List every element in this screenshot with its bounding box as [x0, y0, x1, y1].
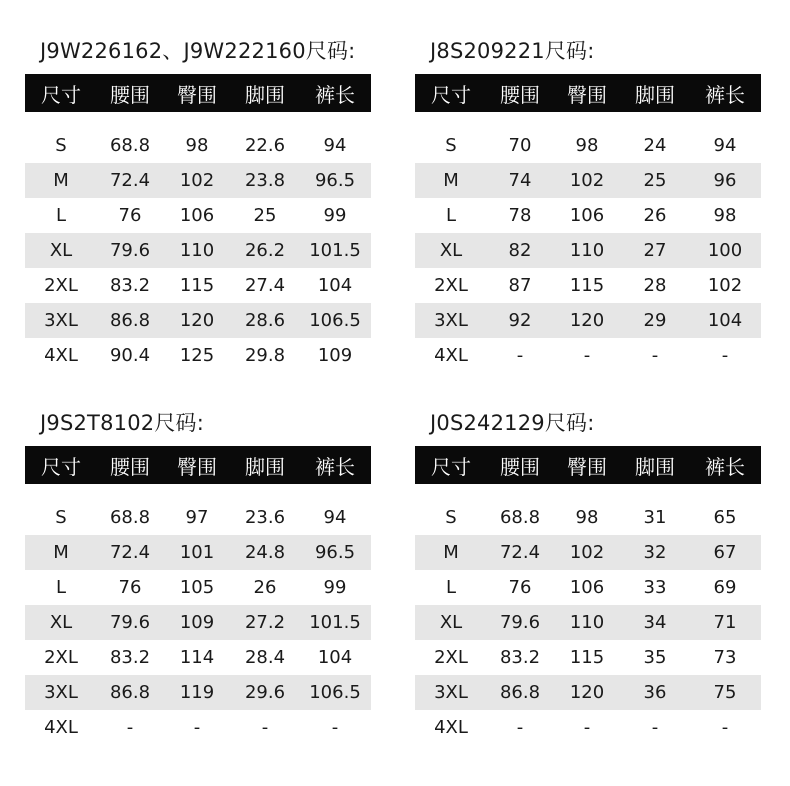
size-label-cell: L: [55, 577, 67, 598]
size-label-cell: 3XL: [25, 675, 97, 710]
measurement-cell: 106: [179, 205, 215, 226]
table-row: [415, 605, 761, 640]
size-label-cell: 2XL: [44, 647, 78, 668]
measurement-cell: 65: [713, 507, 737, 528]
size-label-cell: 2XL: [434, 647, 468, 668]
size-chart-1: [25, 28, 371, 373]
column-header: 尺寸: [431, 454, 471, 479]
measurement-cell: 109: [317, 345, 353, 366]
measurement-cell: 119: [163, 675, 231, 710]
size-chart-3: [25, 400, 371, 745]
measurement-cell: 96.5: [299, 535, 371, 570]
measurement-cell: 25: [621, 163, 689, 198]
measurement-cell: 72.4: [97, 163, 163, 198]
size-label-cell: S: [55, 507, 67, 528]
measurement-cell: 115: [179, 275, 215, 296]
measurement-cell: 86.8: [487, 675, 553, 710]
measurement-cell: 76: [508, 577, 532, 598]
measurement-cell: 24.8: [231, 535, 299, 570]
measurement-cell: 32: [621, 535, 689, 570]
measurement-cell: 87: [508, 275, 532, 296]
measurement-cell: 125: [179, 345, 215, 366]
measurement-cell: 102: [553, 535, 621, 570]
column-header: 脚围: [635, 454, 675, 479]
header-row: [415, 74, 761, 112]
measurement-cell: 98: [575, 135, 599, 156]
column-header: 尺寸: [41, 82, 81, 107]
measurement-cell: 29: [621, 303, 689, 338]
size-label-cell: M: [415, 535, 487, 570]
size-label-cell: M: [25, 163, 97, 198]
table-row: [415, 163, 761, 198]
size-label-cell: 2XL: [434, 275, 468, 296]
measurement-cell: 34: [621, 605, 689, 640]
size-chart-title: J8S209221尺码:: [430, 39, 595, 63]
measurement-cell: 98: [713, 205, 737, 226]
measurement-cell: 71: [689, 605, 761, 640]
column-header: 臀围: [177, 82, 217, 107]
table-row: [25, 233, 371, 268]
measurement-cell: 28: [643, 275, 667, 296]
measurement-cell: 68.8: [109, 507, 151, 528]
measurement-cell: 79.6: [487, 605, 553, 640]
measurement-cell: 114: [179, 647, 215, 668]
measurement-cell: -: [651, 717, 659, 738]
column-header: 腰围: [110, 454, 150, 479]
measurement-cell: 27.2: [231, 605, 299, 640]
measurement-cell: -: [193, 717, 201, 738]
measurement-cell: -: [583, 717, 591, 738]
measurement-cell: 83.2: [499, 647, 541, 668]
column-header: 裤长: [315, 82, 355, 107]
measurement-cell: 27.4: [244, 275, 286, 296]
size-label-cell: S: [55, 135, 67, 156]
size-chart-title: J0S242129尺码:: [430, 411, 595, 435]
measurement-cell: 90.4: [109, 345, 151, 366]
size-chart-2: [415, 28, 761, 373]
measurement-cell: 94: [713, 135, 737, 156]
measurement-cell: 99: [323, 577, 347, 598]
measurement-cell: 104: [317, 647, 353, 668]
measurement-cell: 120: [163, 303, 231, 338]
column-header: 裤长: [315, 454, 355, 479]
table-row: [25, 303, 371, 338]
table-row: [415, 268, 761, 303]
measurement-cell: 26.2: [231, 233, 299, 268]
measurement-cell: -: [126, 717, 134, 738]
measurement-cell: 102: [553, 163, 621, 198]
table-row: [25, 500, 371, 535]
measurement-cell: 120: [553, 303, 621, 338]
measurement-cell: -: [651, 345, 659, 366]
header-gap: [25, 484, 371, 500]
measurement-cell: 29.8: [244, 345, 286, 366]
column-header: 裤长: [705, 454, 745, 479]
column-header: 脚围: [245, 82, 285, 107]
measurement-cell: 83.2: [109, 275, 151, 296]
measurement-cell: 72.4: [97, 535, 163, 570]
table-row: [25, 128, 371, 163]
header-gap: [415, 112, 761, 128]
measurement-cell: 106: [569, 205, 605, 226]
size-label-cell: S: [445, 507, 457, 528]
size-table: [415, 446, 761, 745]
size-label-cell: L: [55, 205, 67, 226]
measurement-cell: 31: [643, 507, 667, 528]
measurement-cell: 78: [508, 205, 532, 226]
measurement-cell: 28.4: [244, 647, 286, 668]
measurement-cell: -: [516, 717, 524, 738]
table-row: [415, 338, 761, 373]
measurement-cell: 73: [713, 647, 737, 668]
table-row: [25, 640, 371, 675]
table-row: [25, 570, 371, 605]
size-label-cell: 4XL: [44, 717, 78, 738]
measurement-cell: 110: [163, 233, 231, 268]
measurement-cell: 25: [253, 205, 277, 226]
size-chart-4: [415, 400, 761, 745]
measurement-cell: 68.8: [109, 135, 151, 156]
table-row: [415, 710, 761, 745]
measurement-cell: 110: [553, 605, 621, 640]
table-row: [415, 500, 761, 535]
measurement-cell: 72.4: [487, 535, 553, 570]
size-label-cell: L: [445, 205, 457, 226]
column-header: 臀围: [177, 454, 217, 479]
measurement-cell: 68.8: [499, 507, 541, 528]
measurement-cell: 23.8: [231, 163, 299, 198]
table-row: [25, 338, 371, 373]
measurement-cell: 26: [253, 577, 277, 598]
header-gap: [25, 112, 371, 128]
measurement-cell: 83.2: [109, 647, 151, 668]
measurement-cell: 120: [553, 675, 621, 710]
measurement-cell: -: [516, 345, 524, 366]
column-header: 臀围: [567, 454, 607, 479]
column-header: 尺寸: [41, 454, 81, 479]
size-label-cell: XL: [415, 605, 487, 640]
measurement-cell: 97: [185, 507, 209, 528]
size-label-cell: S: [445, 135, 457, 156]
size-label-cell: M: [415, 163, 487, 198]
measurement-cell: 82: [487, 233, 553, 268]
measurement-cell: 115: [569, 647, 605, 668]
measurement-cell: 29.6: [231, 675, 299, 710]
measurement-cell: 24: [643, 135, 667, 156]
size-label-cell: 4XL: [44, 345, 78, 366]
measurement-cell: 70: [508, 135, 532, 156]
measurement-cell: 104: [317, 275, 353, 296]
measurement-cell: 94: [323, 507, 347, 528]
measurement-cell: 101.5: [299, 605, 371, 640]
header-gap: [415, 484, 761, 500]
measurement-cell: -: [721, 345, 729, 366]
measurement-cell: 76: [118, 577, 142, 598]
size-label-cell: XL: [25, 233, 97, 268]
measurement-cell: 26: [643, 205, 667, 226]
measurement-cell: 33: [643, 577, 667, 598]
size-chart-title: J9S2T8102尺码:: [40, 411, 204, 435]
measurement-cell: 86.8: [97, 675, 163, 710]
table-row: [25, 605, 371, 640]
size-label-cell: 4XL: [434, 345, 468, 366]
measurement-cell: 100: [689, 233, 761, 268]
measurement-cell: 35: [643, 647, 667, 668]
measurement-cell: 106: [569, 577, 605, 598]
measurement-cell: 101.5: [299, 233, 371, 268]
table-row: [415, 640, 761, 675]
size-label-cell: 2XL: [44, 275, 78, 296]
size-chart-title: J9W226162、J9W222160尺码:: [40, 39, 356, 63]
measurement-cell: 79.6: [97, 605, 163, 640]
table-row: [415, 198, 761, 233]
table-row: [25, 163, 371, 198]
table-row: [25, 198, 371, 233]
column-header: 腰围: [500, 82, 540, 107]
measurement-cell: -: [261, 717, 269, 738]
table-row: [25, 710, 371, 745]
column-header: 脚围: [635, 82, 675, 107]
table-row: [415, 303, 761, 338]
measurement-cell: 96.5: [299, 163, 371, 198]
measurement-cell: 69: [713, 577, 737, 598]
column-header: 尺寸: [431, 82, 471, 107]
size-label-cell: 3XL: [415, 675, 487, 710]
table-row: [415, 233, 761, 268]
table-row: [25, 268, 371, 303]
table-row: [415, 535, 761, 570]
size-table: [25, 446, 371, 745]
measurement-cell: 106.5: [299, 675, 371, 710]
measurement-cell: 98: [575, 507, 599, 528]
measurement-cell: 94: [323, 135, 347, 156]
measurement-cell: -: [331, 717, 339, 738]
measurement-cell: 102: [163, 163, 231, 198]
measurement-cell: 75: [689, 675, 761, 710]
measurement-cell: 99: [323, 205, 347, 226]
table-row: [415, 675, 761, 710]
measurement-cell: -: [583, 345, 591, 366]
measurement-cell: 110: [553, 233, 621, 268]
measurement-cell: 96: [689, 163, 761, 198]
header-row: [25, 74, 371, 112]
measurement-cell: 74: [487, 163, 553, 198]
size-table: [25, 74, 371, 373]
size-label-cell: 4XL: [434, 717, 468, 738]
measurement-cell: 101: [163, 535, 231, 570]
size-label-cell: 3XL: [25, 303, 97, 338]
size-label-cell: 3XL: [415, 303, 487, 338]
measurement-cell: 92: [487, 303, 553, 338]
measurement-cell: 102: [707, 275, 743, 296]
measurement-cell: 104: [689, 303, 761, 338]
column-header: 腰围: [500, 454, 540, 479]
measurement-cell: 79.6: [97, 233, 163, 268]
measurement-cell: -: [721, 717, 729, 738]
size-label-cell: M: [25, 535, 97, 570]
table-row: [25, 675, 371, 710]
measurement-cell: 27: [621, 233, 689, 268]
measurement-cell: 105: [179, 577, 215, 598]
measurement-cell: 115: [569, 275, 605, 296]
size-label-cell: XL: [25, 605, 97, 640]
measurement-cell: 98: [185, 135, 209, 156]
header-row: [415, 446, 761, 484]
measurement-cell: 28.6: [231, 303, 299, 338]
measurement-cell: 36: [621, 675, 689, 710]
column-header: 裤长: [705, 82, 745, 107]
column-header: 腰围: [110, 82, 150, 107]
measurement-cell: 109: [163, 605, 231, 640]
measurement-cell: 67: [689, 535, 761, 570]
measurement-cell: 23.6: [244, 507, 286, 528]
column-header: 脚围: [245, 454, 285, 479]
measurement-cell: 106.5: [299, 303, 371, 338]
measurement-cell: 76: [118, 205, 142, 226]
header-row: [25, 446, 371, 484]
column-header: 臀围: [567, 82, 607, 107]
measurement-cell: 22.6: [244, 135, 286, 156]
table-row: [415, 128, 761, 163]
size-label-cell: XL: [415, 233, 487, 268]
measurement-cell: 86.8: [97, 303, 163, 338]
table-row: [415, 570, 761, 605]
size-label-cell: L: [445, 577, 457, 598]
table-row: [25, 535, 371, 570]
size-table: [415, 74, 761, 373]
